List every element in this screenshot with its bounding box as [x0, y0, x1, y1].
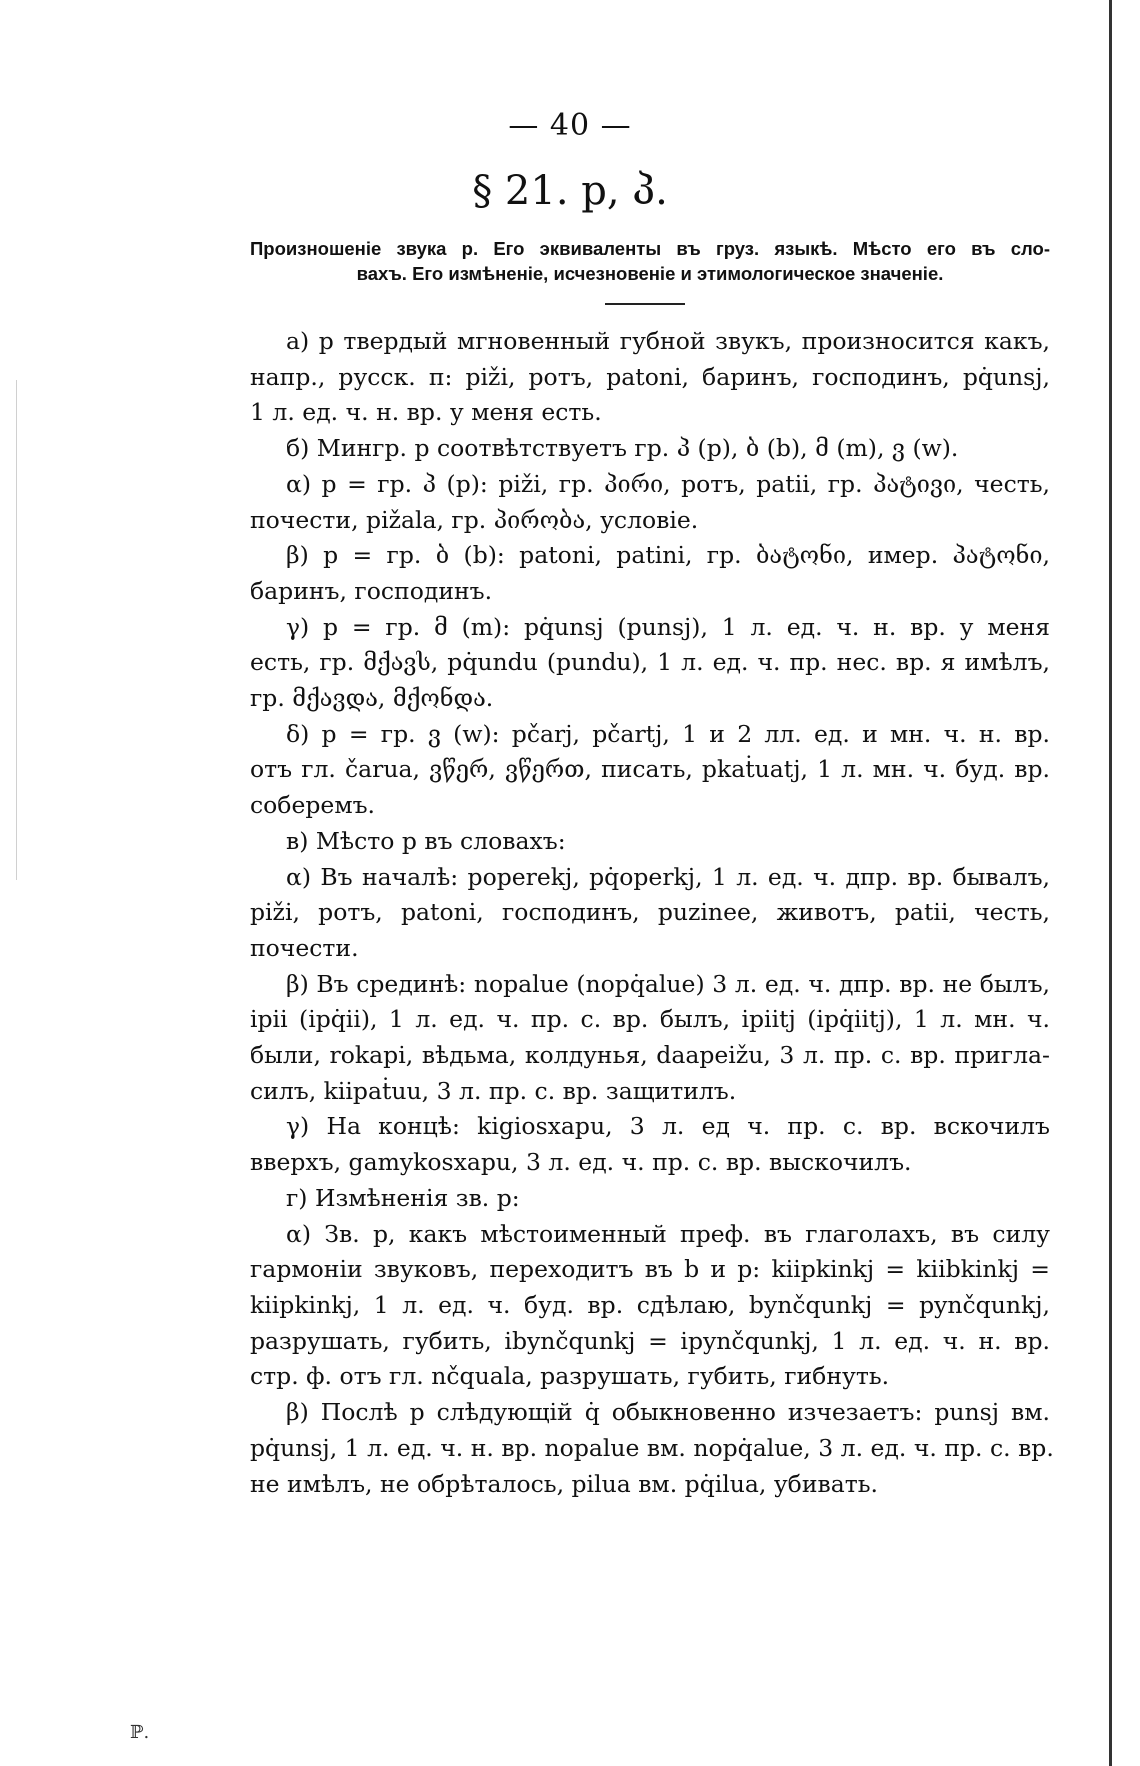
section-summary [250, 236, 1050, 286]
text-line: pq̇unsj, 1 л. ед. ч. н. вр. nopalue вм. nopq̇alue, 3 л. ед. ч. пр. с. вр. [250, 1433, 1054, 1462]
text-line: вверхъ, gamykosxapu, 3 л. ед. ч. пр. с. вр. выскочилъ. [250, 1148, 912, 1177]
text-line: есть, гр. მქავს, pq̇undu (pundu), 1 л. ед. ч. пр. нес. вр. я имѣлъ, [250, 648, 1050, 677]
text-line: α) p = гр. პ (p): piži, гр. პირი, ротъ, patii, гр. პატივი, честь, [286, 469, 1050, 498]
summary-line: Произношеніе звука p. Его эквиваленты въ груз. языкѣ. Мѣсто его въ сло- [250, 238, 1050, 259]
body-text [250, 324, 1054, 1502]
text-line: β) Послѣ p слѣдующій q̇ обыкновенно изчезаетъ: punsj вм. [286, 1398, 1050, 1427]
text-line: б) Мингр. p соотвѣтствуетъ гр. პ (p), ბ (b), მ (m), ვ (w). [286, 434, 959, 463]
text-line: соберемъ. [250, 791, 376, 820]
section-title: § 21. p, პ. [472, 168, 668, 214]
text-line: ipii (ipq̇ii), 1 л. ед. ч. пр. с. вр. былъ, ipiitj (ipq̇iitj), 1 л. мн. ч. [250, 1005, 1050, 1034]
text-line: почести. [250, 933, 359, 962]
text-line: почести, pižala, гр. პირობა, условіе. [250, 505, 699, 534]
text-line: гр. მქავდა, მქონდა. [250, 684, 494, 713]
text-line: 1 л. ед. ч. н. вр. у меня есть. [250, 398, 602, 427]
text-line: гармоніи звуковъ, переходитъ въ b и p: kiipkinkj = kiibkinkj = [250, 1255, 1050, 1284]
text-line: разрушать, губить, ibynčqunkj = ipynčqunkj, 1 л. ед. ч. н. вр. [250, 1326, 1050, 1355]
text-line: баринъ, господинъ. [250, 576, 493, 605]
text-line: силъ, kiipaṫuu, 3 л. пр. с. вр. защитилъ. [250, 1076, 737, 1105]
text-line: отъ гл. čarua, ვწერ, ვწერთ, писать, pkaṫuatj, 1 л. мн. ч. буд. вр. [250, 755, 1050, 784]
text-line: стр. ф. отъ гл. nčquala, разрушать, губить, гибнуть. [250, 1362, 890, 1391]
text-line: γ) p = гр. მ (m): pq̇unsj (punsj), 1 л. ед. ч. н. вр. у меня [286, 612, 1050, 641]
page-edge-line [1109, 0, 1112, 1766]
text-line: kiipkinkj, 1 л. ед. ч. буд. вр. сдѣлаю, bynčqunkj = pynčqunkj, [250, 1290, 1050, 1319]
divider-rule [605, 303, 685, 305]
text-line: δ) p = гр. ვ (w): pčarj, pčartj, 1 и 2 лл. ед. и мн. ч. н. вр. [286, 719, 1050, 748]
text-line: piži, ротъ, patoni, господинъ, puzinee, животъ, patii, честь, [250, 898, 1050, 927]
corner-mark: ℙ. [130, 1722, 150, 1743]
text-line: γ) На концѣ: kigiosxapu, 3 л. ед ч. пр. с. вр. вскочилъ [286, 1112, 1050, 1141]
text-line: г) Измѣненія зв. p: [286, 1183, 520, 1212]
page-number: — 40 — [508, 108, 632, 143]
text-line: были, rokapi, вѣдьма, колдунья, daapeižu, 3 л. пр. с. вр. пригла- [250, 1041, 1050, 1070]
text-line: α) Зв. p, какъ мѣстоименный преф. въ глаголахъ, въ силу [286, 1219, 1050, 1248]
summary-line: вахъ. Его измѣненіе, исчезновеніе и этимологическое значеніе. [356, 263, 944, 284]
text-line: а) p твердый мгновенный губной звукъ, произносится какъ, [286, 327, 1050, 355]
text-line: α) Въ началѣ: poperekj, pq̇operkj, 1 л. ед. ч. дпр. вр. бывалъ, [286, 862, 1050, 891]
text-line: не имѣлъ, не обрѣталось, pilua вм. pq̇ilua, убивать. [250, 1469, 878, 1498]
page-left-edge [16, 380, 17, 880]
text-line: напр., русск. п: piži, ротъ, patoni, баринъ, господинъ, pq̇unsj, [250, 362, 1050, 391]
text-line: β) Въ срединѣ: nopalue (nopq̇alue) 3 л. ед. ч. дпр. вр. не былъ, [286, 969, 1050, 998]
text-line: в) Мѣсто p въ словахъ: [286, 826, 566, 855]
text-line: β) p = гр. ბ (b): patoni, patini, гр. ბატონი, имер. პატონი, [286, 541, 1050, 570]
